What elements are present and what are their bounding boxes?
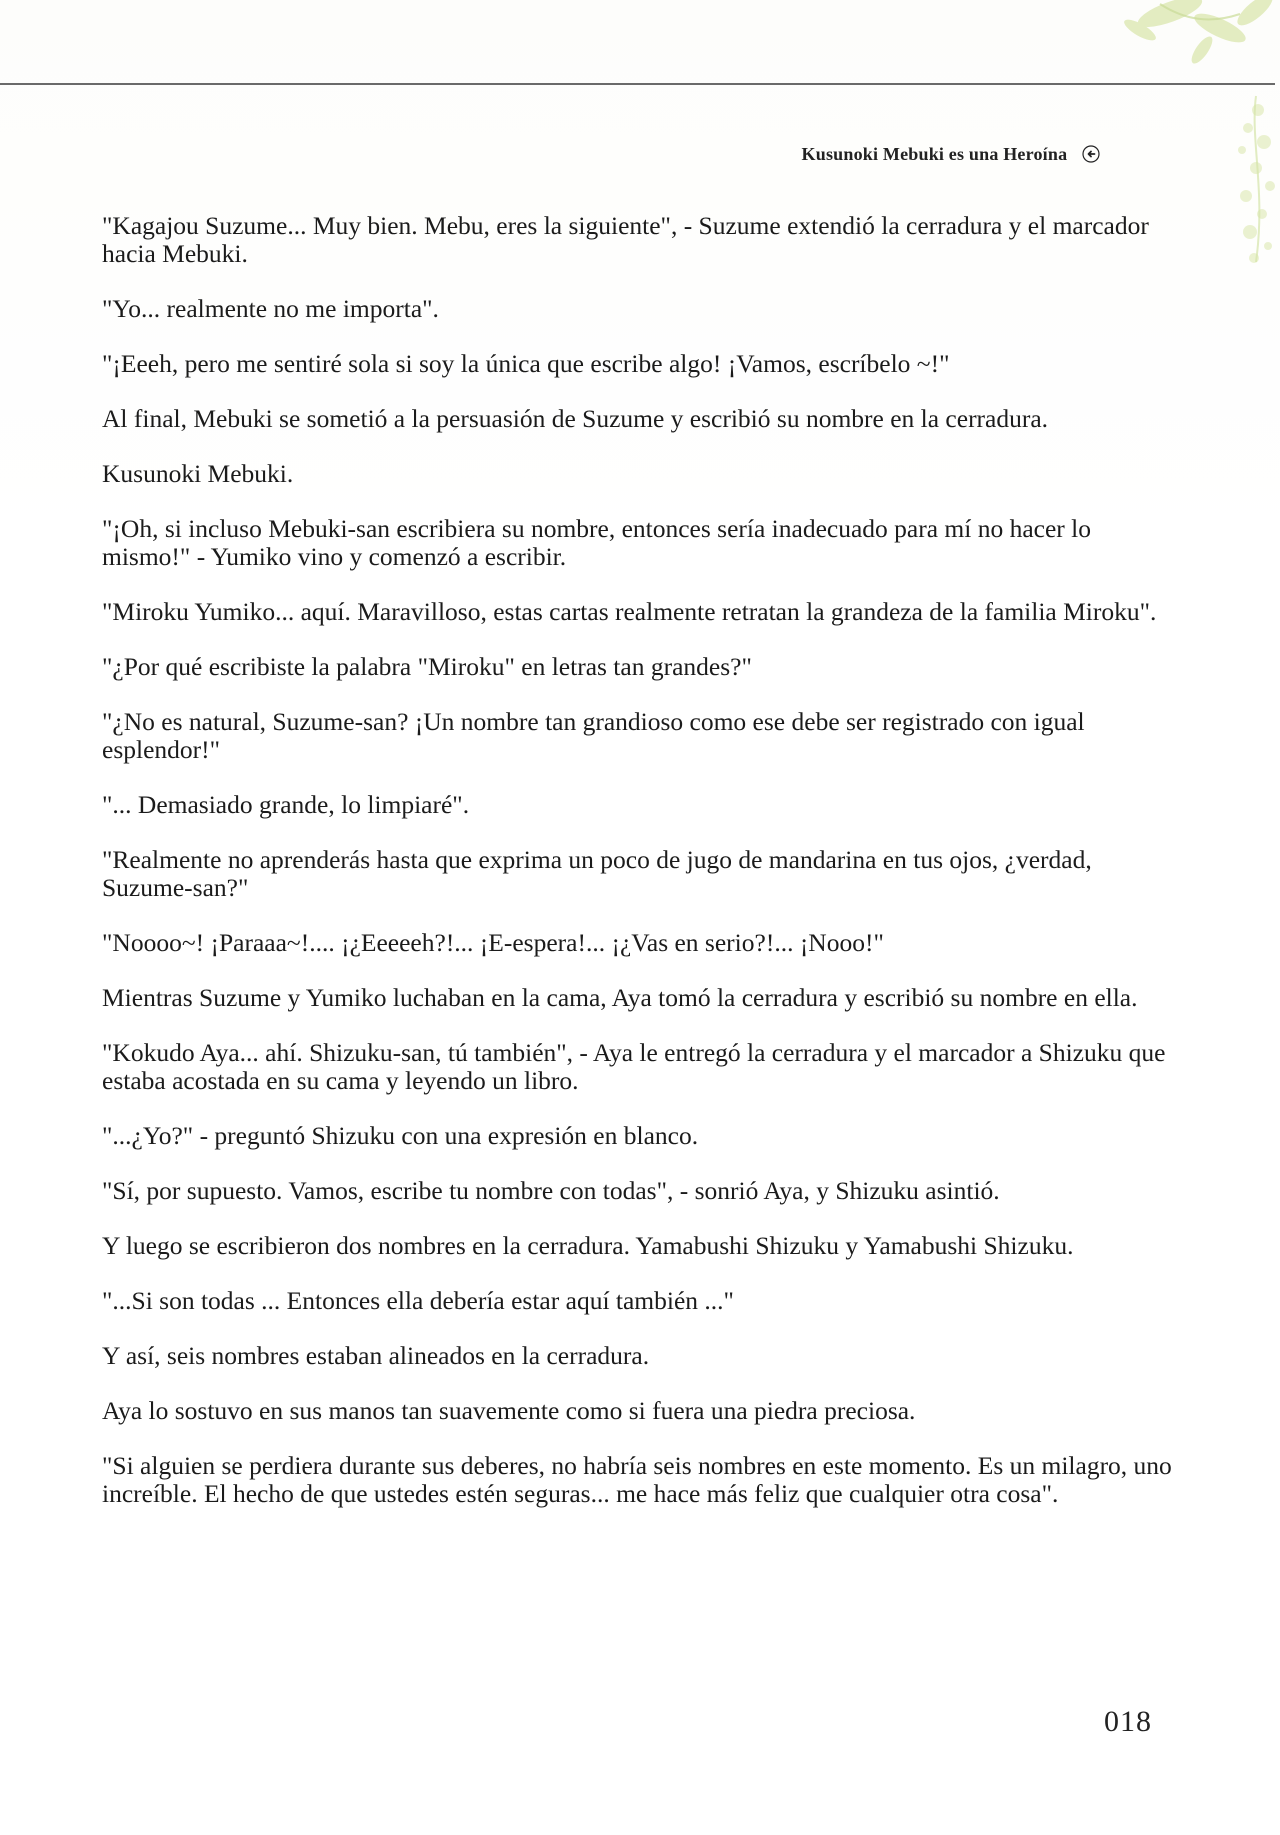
paragraph: "Miroku Yumiko... aquí. Maravilloso, estas cartas realmente retratan la grandeza de la familia Miroku". <box>102 597 1157 626</box>
page-number: 018 <box>1104 1705 1152 1738</box>
paragraph: "Kagajou Suzume... Muy bien. Mebu, eres la siguiente", - Suzume extendió la cerradura y el marcador hacia Mebuki. <box>102 211 1149 268</box>
paragraph: "¿Por qué escribiste la palabra "Miroku" en letras tan grandes?" <box>102 652 752 681</box>
paragraph: "...¿Yo?" - preguntó Shizuku con una expresión en blanco. <box>102 1121 699 1150</box>
paragraph: "Realmente no aprenderás hasta que exprima un poco de jugo de mandarina en tus ojos, ¿verdad, Suzume-san?" <box>102 845 1092 902</box>
paragraph: Y así, seis nombres estaban alineados en la cerradura. <box>102 1341 650 1370</box>
top-rule <box>0 83 1275 85</box>
running-header <box>802 144 1100 165</box>
paragraph: Al final, Mebuki se sometió a la persuasión de Suzume y escribió su nombre en la cerradura. <box>102 404 1049 433</box>
paragraph: Y luego se escribieron dos nombres en la cerradura. Yamabushi Shizuku y Yamabushi Shizuku. <box>102 1231 1074 1260</box>
paragraph: "...Si son todas ... Entonces ella debería estar aquí también ..." <box>102 1286 734 1315</box>
paragraph: Kusunoki Mebuki. <box>102 459 294 488</box>
chapter-text <box>102 212 1182 1535</box>
running-title: Kusunoki Mebuki es una Heroína <box>801 144 1068 164</box>
paragraph: "Noooo~! ¡Paraaa~!.... ¡¿Eeeeeh?!... ¡E-espera!... ¡¿Vas en serio?!... ¡Nooo!" <box>102 928 884 957</box>
paragraph: "Kokudo Aya... ahí. Shizuku-san, tú también", - Aya le entregó la cerradura y el marcador a Shizuku que estaba acostada en su cama y leyendo un libro. <box>102 1038 1166 1095</box>
paragraph: "Sí, por supuesto. Vamos, escribe tu nombre con todas", - sonrió Aya, y Shizuku asintió. <box>102 1176 1000 1205</box>
paragraph: "Yo... realmente no me importa". <box>102 294 439 323</box>
paragraph: Mientras Suzume y Yumiko luchaban en la cama, Aya tomó la cerradura y escribió su nombre en ella. <box>102 983 1138 1012</box>
paragraph: "¿No es natural, Suzume-san? ¡Un nombre tan grandioso como ese debe ser registrado con igual esplendor!" <box>102 707 1085 764</box>
circled-left-arrow-icon <box>1082 145 1100 163</box>
paragraph: "¡Eeeh, pero me sentiré sola si soy la única que escribe algo! ¡Vamos, escríbelo ~!" <box>102 349 950 378</box>
paragraph: "Si alguien se perdiera durante sus deberes, no habría seis nombres en este momento. Es un milagro, uno increíble. El hecho de que ustedes estén seguras... me hace más feliz que cualquier otra cosa". <box>102 1451 1172 1508</box>
paragraph: "... Demasiado grande, lo limpiaré". <box>102 790 470 819</box>
paragraph: "¡Oh, si incluso Mebuki-san escribiera su nombre, entonces sería inadecuado para mí no hacer lo mismo!" - Yumiko vino y comenzó a escribir. <box>102 514 1091 571</box>
paragraph: Aya lo sostuvo en sus manos tan suavemente como si fuera una piedra preciosa. <box>102 1396 916 1425</box>
